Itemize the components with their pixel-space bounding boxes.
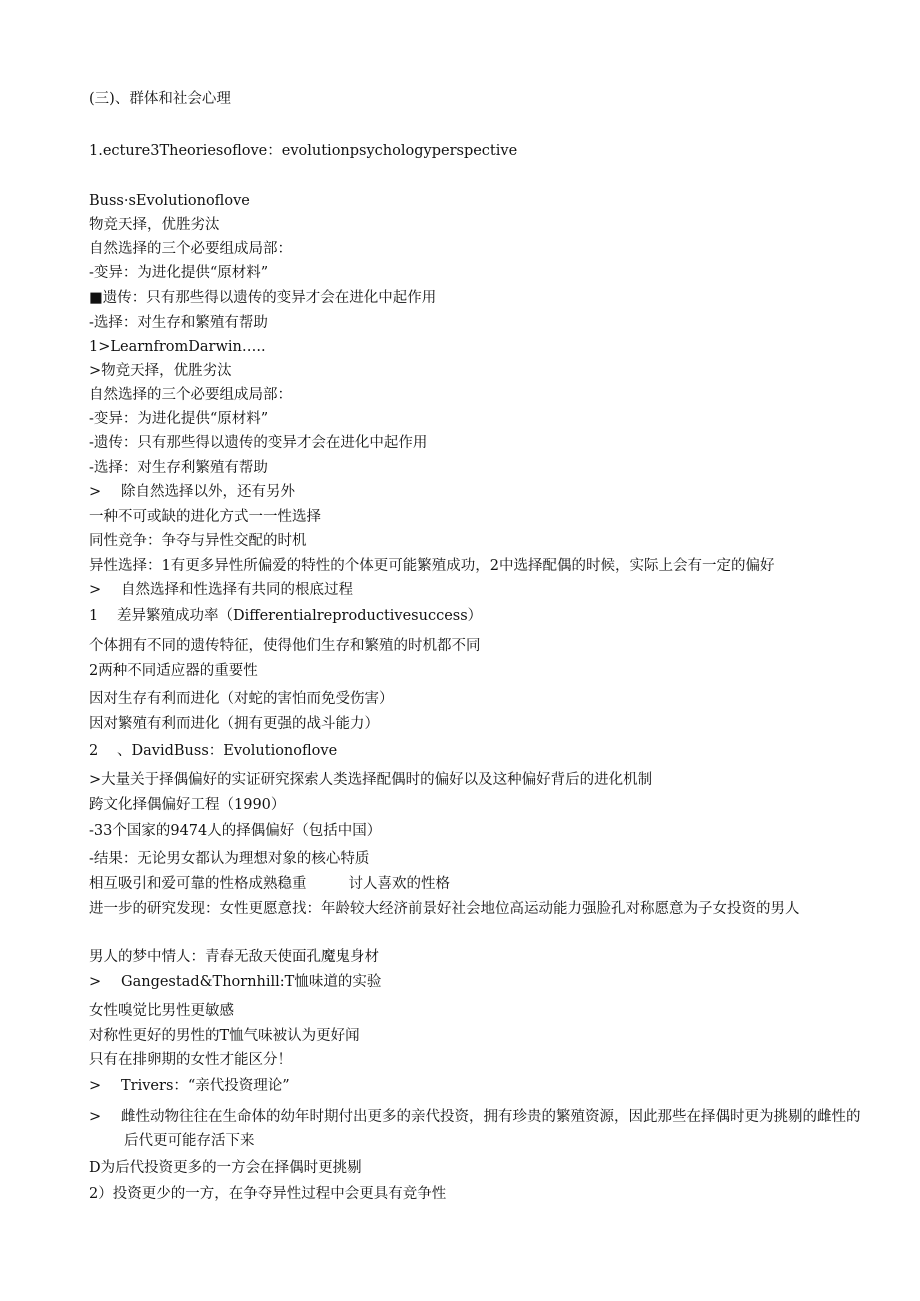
text-line: -选择：对生存和繁殖有帮助: [89, 315, 268, 331]
text-line: 只有在排卵期的女性才能区分！: [89, 1052, 292, 1068]
text-line: -结果：无论男女都认为理想对象的核心特质: [89, 851, 370, 867]
text-line: 自然选择的三个必要组成局部：: [89, 387, 292, 403]
text-line: 2）投资更少的一方，在争夺异性过程中会更具有竞争性: [89, 1186, 447, 1202]
bullet-paragraph: [89, 1105, 864, 1153]
trait-text: 讨人喜欢的性格: [348, 876, 450, 892]
text-line: D为后代投资更多的一方会在择偶时更挑剔: [89, 1160, 362, 1176]
text-line: 因对生存有利而进化（对蛇的害怕而免受伤害）: [89, 691, 394, 707]
item-text: 、DavidBuss：Evolutionoflove: [117, 743, 338, 759]
text-line: 跨文化择偶偏好工程（1990）: [89, 797, 286, 813]
bullet-line: [89, 580, 353, 600]
text-line: -33个国家的9474人的择偶偏好（包括中国）: [89, 823, 382, 839]
bullet-line: [89, 972, 381, 992]
text-line: >大量关于择偶偏好的实证研究探索人类选择配偶时的偏好以及这种偏好背后的进化机制: [89, 772, 653, 788]
bullet-text: 自然选择和性选择有共同的根底过程: [121, 582, 353, 598]
text-line: -遗传：只有那些得以遗传的变异才会在进化中起作用: [89, 435, 428, 451]
bullet-text: Gangestad&Thornhill:T恤味道的实验: [121, 974, 382, 990]
numbered-line: [89, 741, 337, 761]
bullet-text: 除自然选择以外，还有另外: [121, 484, 295, 500]
item-number: 1: [89, 608, 99, 624]
bullet-line: [89, 482, 295, 502]
text-line: 女性嗅觉比男性更敏感: [89, 1003, 234, 1019]
bullet-marker: >: [89, 1109, 102, 1125]
buss-title: Buss·sEvolutionoflove: [89, 193, 250, 209]
text-line: 自然选择的三个必要组成局部：: [89, 241, 292, 257]
section-heading: (三)、群体和社会心理: [89, 91, 231, 107]
text-paragraph: 进一步的研究发现：女性更愿意找：年龄较大经济前景好社会地位高运动能力强脸孔对称愿意为子女投资的男人: [89, 901, 800, 917]
text-line: >物竞天择，优胜劣汰: [89, 363, 232, 379]
bullet-marker: >: [89, 484, 102, 500]
text-line: -变异：为进化提供“原材料”: [89, 265, 269, 281]
text-line: 2两种不同适应器的重要性: [89, 663, 258, 679]
numbered-line: [89, 606, 482, 626]
bullet-text: Trivers：“亲代投资理论”: [121, 1078, 290, 1094]
lecture-title: 1.ecture3Theoriesoflove：evolutionpsychologyperspective: [89, 143, 518, 159]
text-line: 物竞天择，优胜劣汰: [89, 217, 220, 233]
bullet-marker: >: [89, 974, 102, 990]
text-line: 异性选择：1有更多异性所偏爱的特性的个体更可能繁殖成功，2中选择配偶的时候，实际上会有一定的偏好: [89, 558, 775, 574]
text-line: 因对繁殖有利而进化（拥有更强的战斗能力）: [89, 716, 379, 732]
text-line: 1>LearnfromDarwin…..: [89, 339, 266, 355]
text-line: -变异：为进化提供“原材料”: [89, 411, 269, 427]
bullet-line: [89, 1076, 290, 1096]
text-line: -选择：对生存利繁殖有帮助: [89, 460, 268, 476]
text-line: 个体拥有不同的遗传特征，使得他们生存和繁殖的时机都不同: [89, 638, 481, 654]
text-line: 同性竞争：争夺与异性交配的时机: [89, 533, 307, 549]
item-text: 差异繁殖成功率（Differentialreproductivesuccess）: [117, 608, 483, 624]
text-line: 对称性更好的男性的T恤气味被认为更好闻: [89, 1028, 360, 1044]
text-line: 一种不可或缺的进化方式一一性选择: [89, 509, 321, 525]
text-line: [89, 874, 450, 894]
bullet-text: 雌性动物往往在生命体的幼年时期付出更多的亲代投资，拥有珍贵的繁殖资源，因此那些在择偶时更为挑剔的雌性的后代更可能存活下来: [121, 1109, 861, 1149]
bullet-marker: >: [89, 1078, 102, 1094]
item-number: 2: [89, 743, 99, 759]
bullet-marker: >: [89, 582, 102, 598]
text-line: 男人的梦中情人：青春无敌天使面孔魔鬼身材: [89, 949, 379, 965]
text-line: ■遗传：只有那些得以遗传的变异才会在进化中起作用: [89, 290, 437, 306]
trait-text: 相互吸引和爱可靠的性格成熟稳重: [89, 876, 307, 892]
